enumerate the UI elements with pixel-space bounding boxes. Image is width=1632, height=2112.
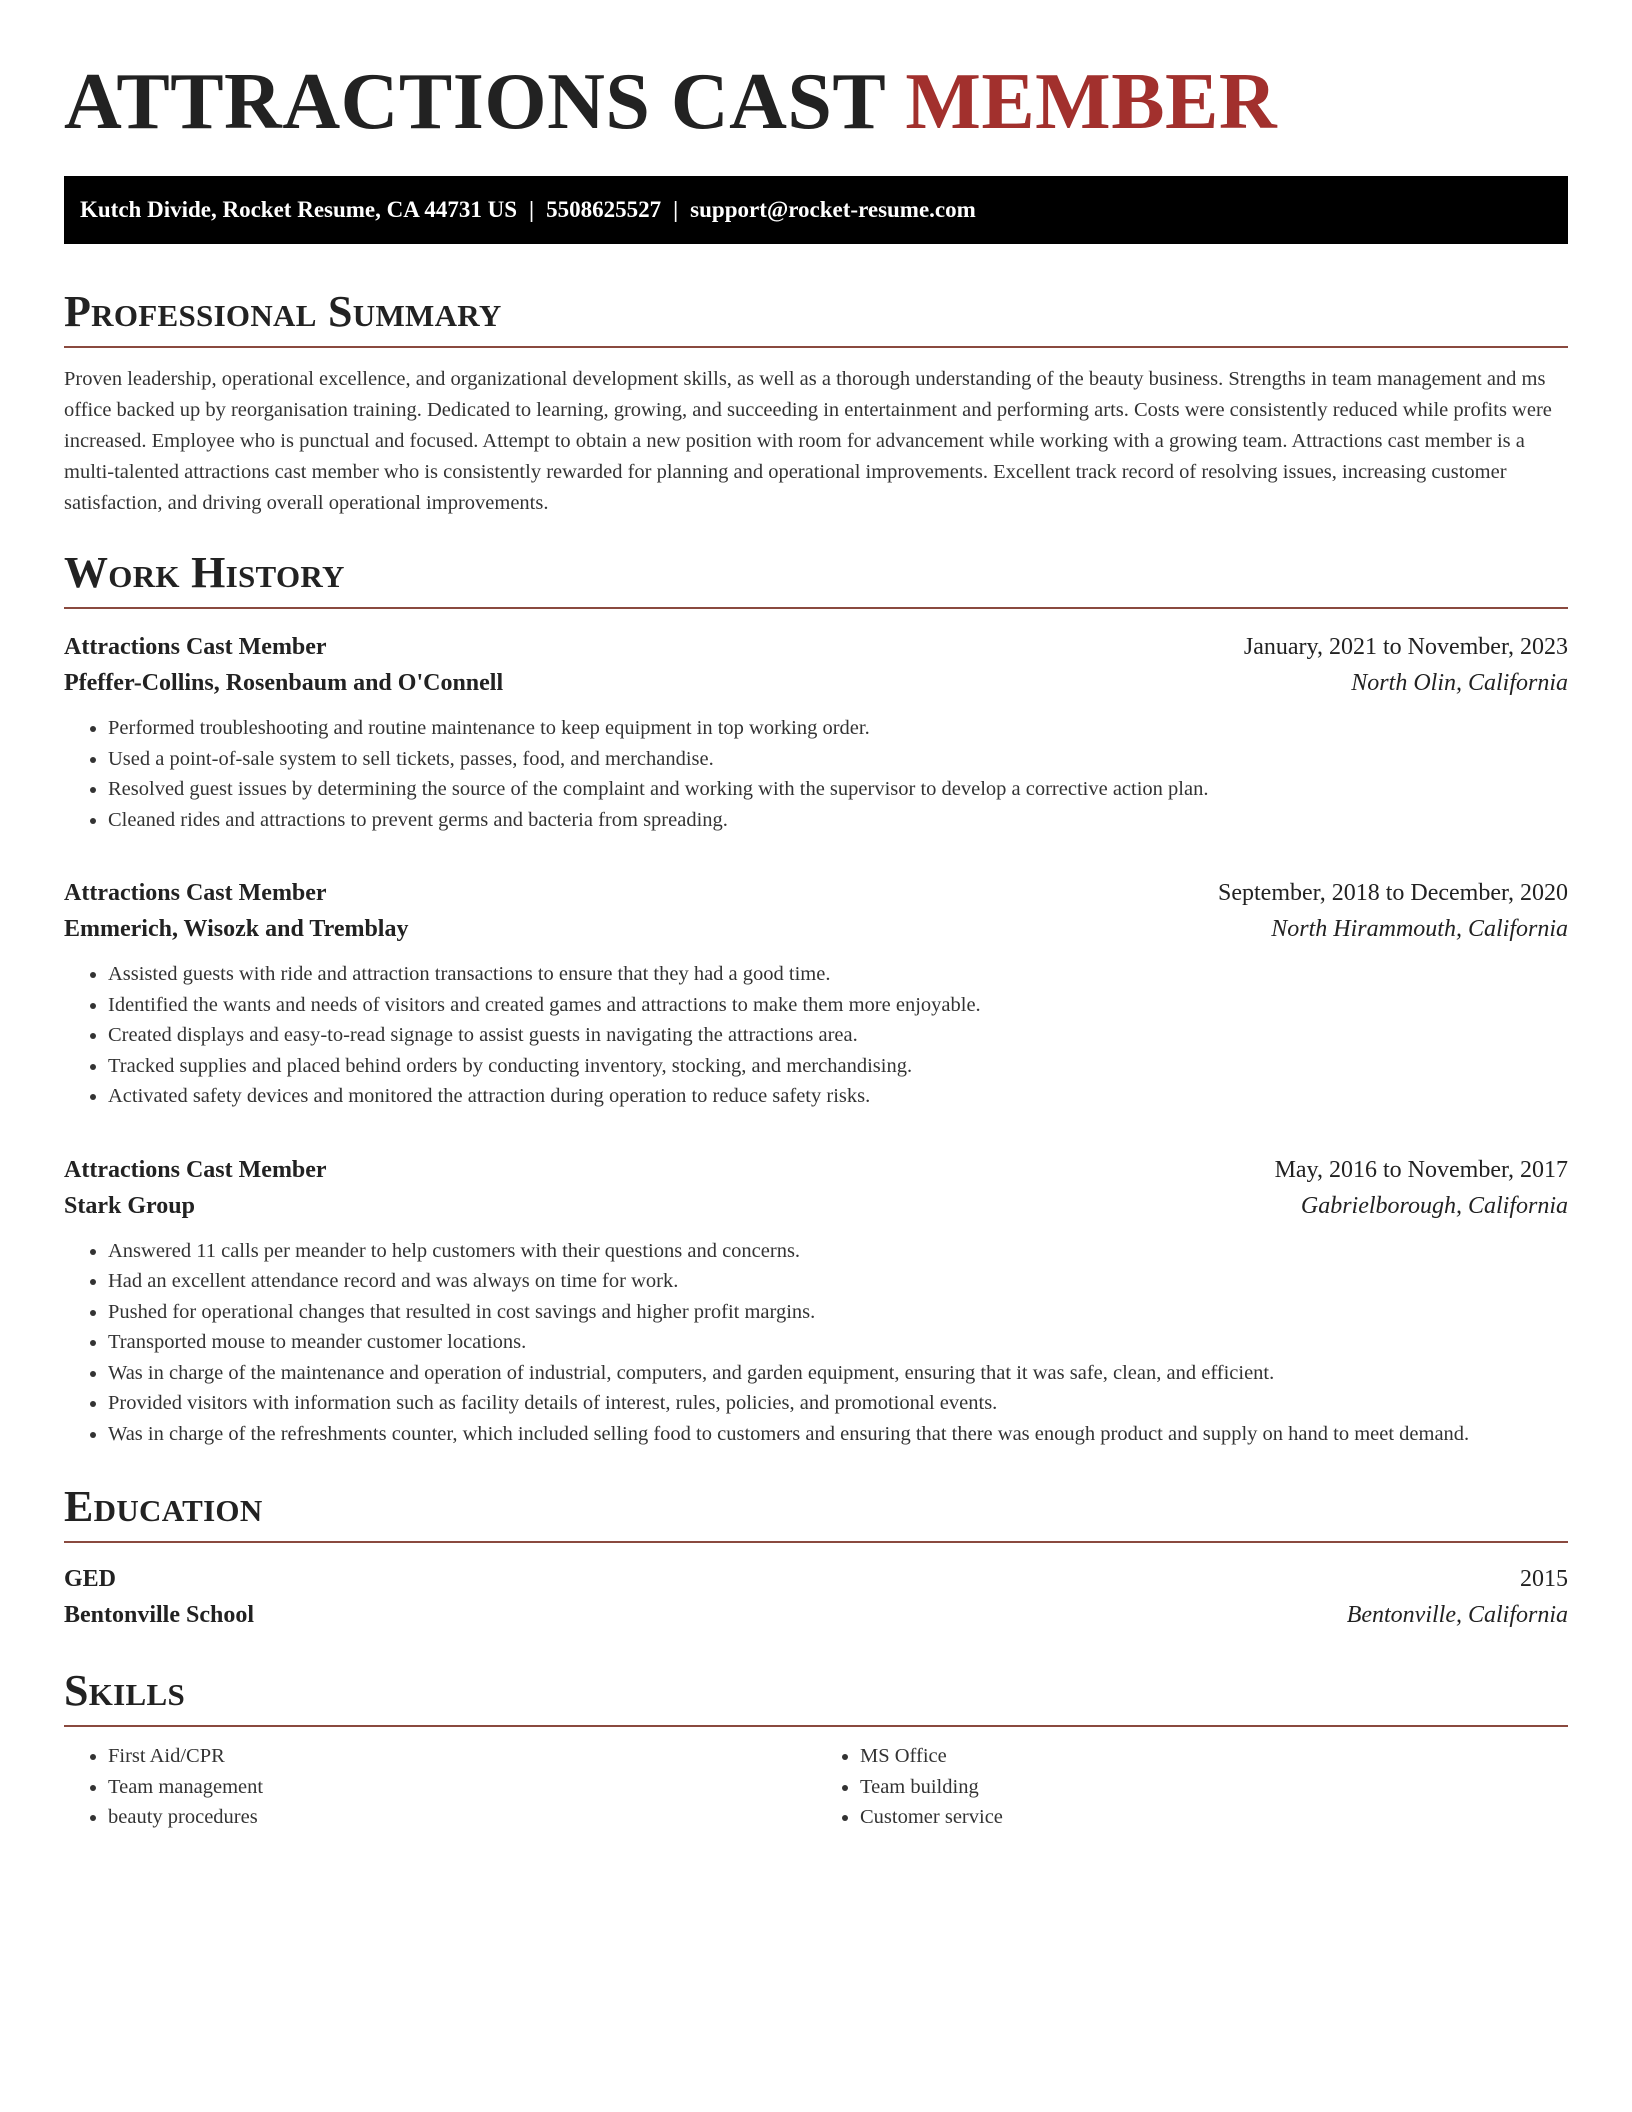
education-section [64,1479,1568,1633]
job-bullet: • Used a point-of-sale system to sell tickets, passes, food, and merchandise. [108,744,1568,775]
summary-text: Proven leadership, operational excellence, and organizational development skills, as well as a thorough understanding of the beauty business. Strengths in team management and ms office backed up by reorganisation training. Dedicated to learning, growing, and succeeding in entertainment and performing arts. Costs were consistently reduced while profits were increased. Employee who is punctual and focused. Attempt to obtain a new position with room for advancement while working with a growing team. Attractions cast member is a multi-talented attractions cast member who is consistently rewarded for planning and operational improvements. Excellent track record of resolving issues, increasing customer satisfaction, and driving overall operational improvements. [64,368,1552,514]
job-location: North Olin, California [1351,670,1568,696]
job-bullet: • Was in charge of the refreshments counter, which included selling food to customers and ensuring that there was enough product and supply on hand to meet demand. [108,1419,1568,1450]
job-bullets [64,959,1568,1112]
job-location: Gabrielborough, California [1300,1192,1568,1219]
section-divider [64,1541,1568,1543]
job-company: Emmerich, Wisozk and Tremblay [64,916,409,942]
education-school: Bentonville School [64,1602,255,1628]
job-bullet: • Pushed for operational changes that resulted in cost savings and higher profit margins. [108,1297,1568,1328]
job-dates: January, 2021 to November, 2023 [1243,634,1568,660]
skills-grid [64,1741,1568,1833]
contact-phone[interactable]: 5508625527 [546,197,662,222]
job-title: Attractions Cast Member [64,634,327,660]
job-dates: May, 2016 to November, 2017 [1274,1156,1568,1183]
section-title-work: Work History [64,548,345,597]
job-entry [64,875,1568,1112]
section-divider [64,1725,1568,1727]
skill-item: • Team building [860,1772,1568,1803]
skill-item: • beauty procedures [108,1802,816,1833]
skill-item: • Team management [108,1772,816,1803]
education-degree: GED [64,1566,117,1592]
section-title-skills: Skills [64,1666,186,1715]
contact-separator: | [529,197,535,222]
section-title-education: Education [64,1482,263,1531]
education-location: Bentonville, California [1346,1602,1568,1628]
skill-item: • Customer service [860,1802,1568,1833]
job-bullet: • Cleaned rides and attractions to prevent germs and bacteria from spreading. [108,805,1568,836]
work-history-section [64,545,1568,1449]
job-bullet: • Transported mouse to meander customer locations. [108,1327,1568,1358]
job-bullet: • Created displays and easy-to-read signage to assist guests in navigating the attractions area. [108,1020,1568,1051]
job-bullet: • Had an excellent attendance record and was always on time for work. [108,1266,1568,1297]
contact-separator: | [673,197,679,222]
job-entry [64,1152,1568,1450]
job-title: Attractions Cast Member [64,880,327,906]
skills-column-left [64,1741,816,1833]
contact-email[interactable]: support@rocket-resume.com [690,197,976,222]
section-divider [64,346,1568,348]
skills-column-right [816,1741,1568,1833]
skills-section [64,1663,1568,1833]
education-year: 2015 [1520,1566,1568,1592]
resume-title [64,0,1568,152]
job-bullet: • Was in charge of the maintenance and operation of industrial, computers, and garden equipment, ensuring that it was safe, clean, and efficient. [108,1358,1568,1389]
job-bullet: • Answered 11 calls per meander to help customers with their questions and concerns. [108,1236,1568,1267]
contact-address: Kutch Divide, Rocket Resume, CA 44731 US [80,197,517,222]
job-bullets [64,713,1568,835]
job-bullet: • Provided visitors with information such as facility details of interest, rules, policies, and promotional events. [108,1388,1568,1419]
skill-item: • MS Office [860,1741,1568,1772]
job-entry [64,629,1568,835]
job-bullet: • Resolved guest issues by determining the source of the complaint and working with the supervisor to develop a corrective action plan. [108,774,1568,805]
education-entry [64,1561,1568,1633]
section-divider [64,607,1568,609]
job-bullet: • Assisted guests with ride and attraction transactions to ensure that they had a good time. [108,959,1568,990]
job-bullets [64,1236,1568,1450]
job-bullet: • Tracked supplies and placed behind orders by conducting inventory, stocking, and merchandising. [108,1051,1568,1082]
job-bullet: • Identified the wants and needs of visitors and created games and attractions to make them more enjoyable. [108,990,1568,1021]
job-bullet: • Performed troubleshooting and routine maintenance to keep equipment in top working order. [108,713,1568,744]
title-main: ATTRACTIONS CAST [64,58,885,146]
job-company: Stark Group [64,1192,195,1219]
job-location: North Hirammouth, California [1271,916,1568,942]
job-company: Pfeffer-Collins, Rosenbaum and O'Connell [64,670,504,696]
summary-section [64,284,1568,519]
skill-item: • First Aid/CPR [108,1741,816,1772]
contact-bar [64,176,1568,244]
job-dates: September, 2018 to December, 2020 [1218,880,1568,906]
job-bullet: • Activated safety devices and monitored the attraction during operation to reduce safety risks. [108,1081,1568,1112]
title-accent: MEMBER [905,58,1278,146]
section-title-summary: Professional Summary [64,287,502,336]
job-title: Attractions Cast Member [64,1156,327,1183]
